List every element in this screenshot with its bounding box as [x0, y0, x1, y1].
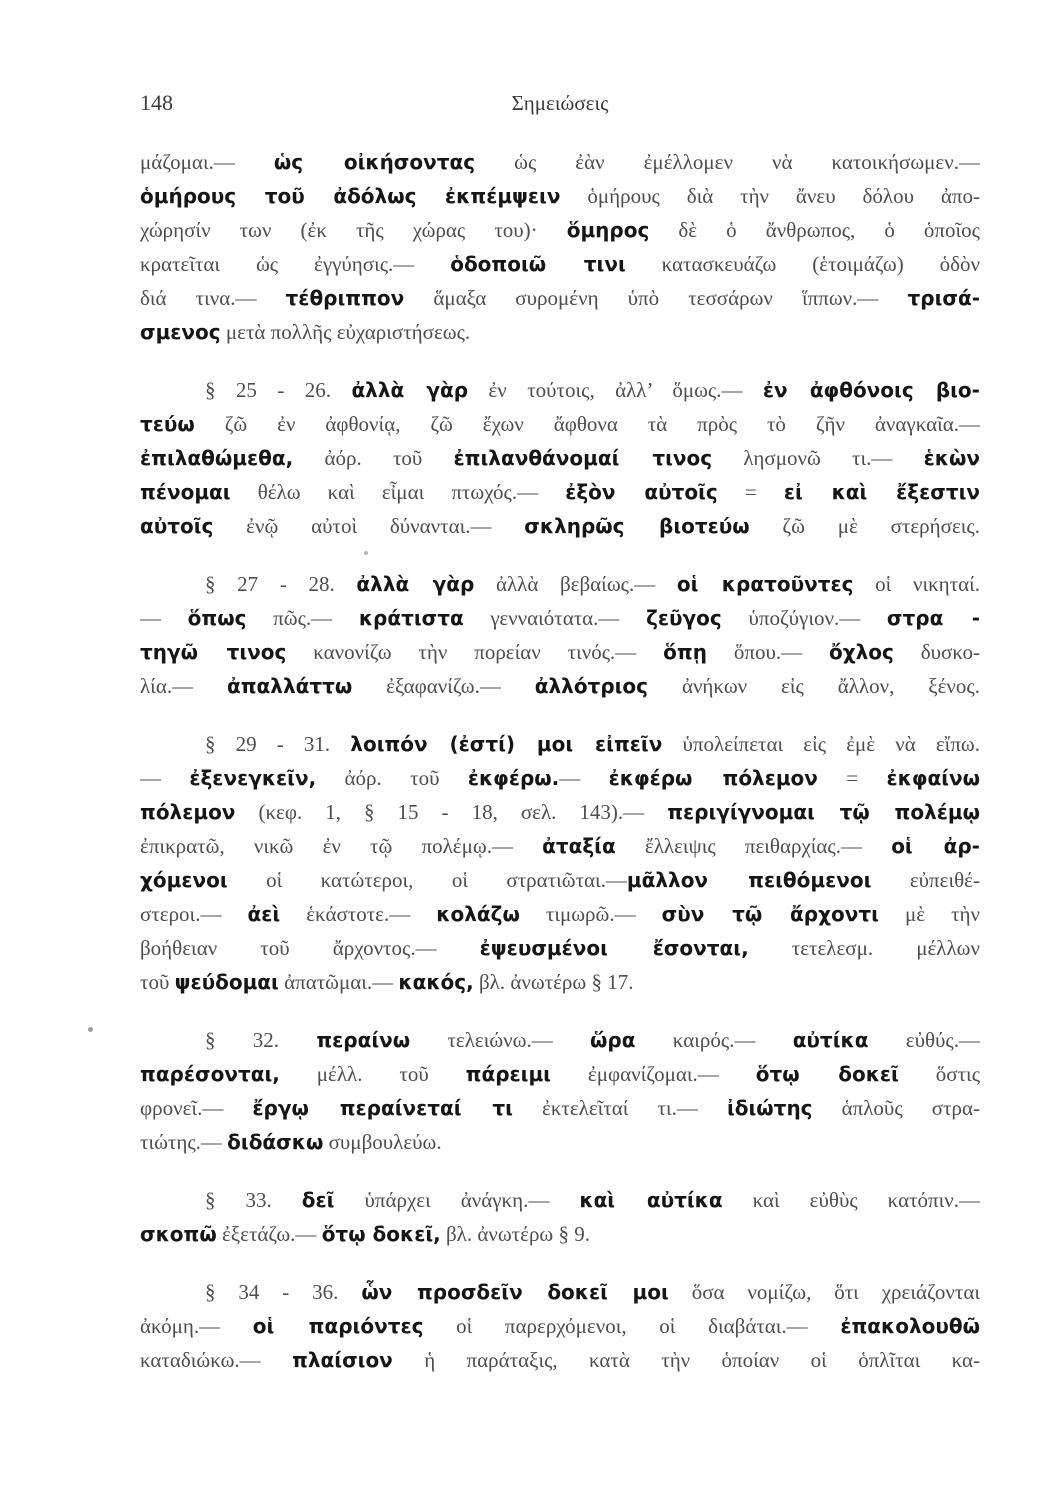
gloss-text: ὡς ἐὰν ἐμέλλομεν νὰ κατοικήσωμεν.— — [475, 150, 980, 174]
text-line — [140, 315, 980, 349]
text-line — [140, 1343, 980, 1377]
text-line — [140, 1309, 980, 1343]
gloss-text: λησμονῶ τι.— — [712, 446, 924, 470]
headword: χόμενοι — [140, 868, 228, 892]
headword: αὐτίκα — [792, 1028, 869, 1052]
gloss-text: τετελεσμ. μέλλων — [748, 936, 980, 960]
gloss-text: μὲ τὴν — [878, 902, 980, 926]
gloss-text: ὑποζύγιον.— — [721, 606, 887, 630]
headword: ὥρα — [590, 1028, 636, 1052]
gloss-text: ἀλλὰ βεβαίως.— — [474, 572, 677, 596]
gloss-text: § 27 - 28. — [205, 572, 357, 596]
headword: ὅτῳ δοκεῖ, — [321, 1222, 441, 1246]
gloss-text: — — [140, 606, 188, 630]
gloss-text: = — [717, 480, 784, 504]
headword: πάρειμι — [465, 1062, 551, 1086]
gloss-text: κατασκευάζω (ἑτοιμάζω) ὁδὸν — [625, 252, 980, 276]
headword: ἑκὼν — [923, 446, 980, 470]
headword: ἐκφέρω. — [467, 766, 560, 790]
headword: περαίνω — [316, 1028, 411, 1052]
gloss-text: ὅπου.— — [706, 640, 829, 664]
notes-body — [140, 145, 980, 1377]
headword: τεύω — [140, 412, 195, 436]
gloss-text: διά τινα.— — [140, 286, 286, 310]
headword: σὺν τῷ ἄρχοντι — [661, 902, 879, 926]
text-line — [140, 441, 980, 475]
text-line — [140, 727, 980, 761]
text-line — [140, 1091, 980, 1125]
text-line — [140, 965, 980, 999]
headword: ἀεὶ — [247, 902, 281, 926]
gloss-text: βλ. ἀνωτέρω § 17. — [473, 970, 634, 994]
gloss-text: (κεφ. 1, § 15 - 18, σελ. 143).— — [235, 800, 668, 824]
gloss-text: στεροι.— — [140, 902, 248, 926]
text-line — [140, 1125, 980, 1159]
headword: ἀλλὰ γὰρ — [351, 378, 469, 402]
note-paragraph — [140, 373, 980, 543]
gloss-text: — — [140, 766, 190, 790]
headword: ἐκφαίνω — [886, 766, 981, 790]
gloss-text: τοῦ — [140, 970, 175, 994]
gloss-text: § 32. — [205, 1028, 317, 1052]
gloss-text: ἀπατῶμαι.— — [278, 970, 399, 994]
gloss-text: § 34 - 36. — [205, 1280, 362, 1304]
running-header — [140, 86, 980, 120]
gloss-text: συμβουλεύω. — [323, 1130, 442, 1154]
headword: ἐπιλανθάνομαί τινος — [453, 446, 713, 470]
gloss-text: ὅστις — [898, 1062, 981, 1086]
text-line — [140, 407, 980, 441]
note-paragraph — [140, 567, 980, 703]
headword: ὡς οἰκήσοντας — [273, 150, 476, 174]
headword: αὐτοῖς — [140, 514, 214, 538]
gloss-text: βλ. ἀνωτέρω § 9. — [440, 1222, 590, 1246]
headword: ἀλλὰ γὰρ — [356, 572, 475, 596]
gloss-text: ὑπολείπεται εἰς ἐμὲ νὰ εἴπω. — [662, 732, 981, 756]
gloss-text: ζῶ ἐν ἀφθονίᾳ, ζῶ ἔχων ἄφθονα τὰ πρὸς τὸ ζῆν ἀναγκαῖα.— — [194, 412, 980, 436]
text-line — [140, 475, 980, 509]
page-number: 148 — [140, 90, 173, 115]
text-line — [140, 145, 980, 179]
gloss-text: δυσκο- — [893, 640, 980, 664]
headword: ἀλλότριος — [534, 674, 649, 698]
gloss-text: ἡ παράταξις, κατὰ τὴν ὁποίαν οἱ ὁπλῖται κα- — [392, 1348, 980, 1372]
gloss-text: ἀόρ. τοῦ — [293, 446, 454, 470]
text-line — [140, 567, 980, 601]
headword: ἐπακολουθῶ — [840, 1314, 981, 1338]
gloss-text: § 33. — [205, 1188, 302, 1212]
gloss-text: ἀνήκων εἰς ἄλλον, ξένος. — [648, 674, 980, 698]
headword: τηγῶ τινος — [140, 640, 287, 664]
text-line — [140, 1217, 980, 1251]
gloss-text: — — [559, 766, 609, 790]
gloss-text: βοήθειαν τοῦ ἄρχοντος.— — [140, 936, 480, 960]
gloss-text: μέλλ. τοῦ — [279, 1062, 466, 1086]
text-line — [140, 795, 980, 829]
gloss-text: ἐπικρατῶ, νικῶ ἐν τῷ πολέμῳ.— — [140, 834, 543, 858]
headword: οἱ κρατοῦντες — [676, 572, 854, 596]
gloss-text: ζῶ μὲ στερήσεις. — [749, 514, 980, 538]
gloss-text: ἀόρ. τοῦ — [316, 766, 468, 790]
gloss-text: καιρός.— — [635, 1028, 793, 1052]
headword: εἰ καὶ ἔξεστιν — [783, 480, 980, 504]
gloss-text: ἐνῷ αὐτοὶ δύνανται.— — [213, 514, 525, 538]
headword: ἔργῳ περαίνεταί τι — [252, 1096, 513, 1120]
gloss-text: ἅμαξα συρομένη ὑπὸ τεσσάρων ἵππων.— — [404, 286, 908, 310]
gloss-text: ἐξαφανίζω.— — [352, 674, 535, 698]
text-line — [140, 179, 980, 213]
gloss-text: ἑκάστοτε.— — [280, 902, 437, 926]
gloss-text: = — [817, 766, 887, 790]
headword: πλαίσιον — [292, 1348, 393, 1372]
gloss-text: καὶ εὐθὺς κατόπιν.— — [722, 1188, 981, 1212]
gloss-text: οἱ κατώτεροι, οἱ στρατιῶται.— — [227, 868, 627, 892]
gloss-text: θέλω καὶ εἶμαι πτωχός.— — [230, 480, 566, 504]
headword: σκληρῶς βιοτεύω — [524, 514, 750, 538]
headword: οἱ παριόντες — [252, 1314, 424, 1338]
gloss-text: χώρησίν των (ἐκ τῆς χώρας του)· — [140, 218, 567, 242]
text-line — [140, 1023, 980, 1057]
headword: ὅπῃ — [663, 640, 707, 664]
text-line — [140, 635, 980, 669]
headword: ζεῦγος — [646, 606, 722, 630]
note-paragraph — [140, 145, 980, 349]
headword: ἰδιώτης — [726, 1096, 813, 1120]
headword: ὅμηρος — [566, 218, 650, 242]
note-paragraph — [140, 727, 980, 999]
headword: ἐκφέρω πόλεμον — [608, 766, 818, 790]
text-line — [140, 897, 980, 931]
gloss-text: ἐξετάζω.— — [216, 1222, 322, 1246]
gloss-text: εὐπειθέ- — [871, 868, 980, 892]
headword: ἀπαλλάττω — [227, 674, 353, 698]
headword: πένομαι — [140, 480, 231, 504]
headword: τέθριππον — [285, 286, 405, 310]
headword: σμενος — [140, 320, 221, 344]
gloss-text: ἔλλειψις πειθαρχίας.— — [615, 834, 892, 858]
gloss-text: ἐκτελεῖταί τι.— — [512, 1096, 727, 1120]
headword: ὅτῳ δοκεῖ — [755, 1062, 899, 1086]
text-line — [140, 1057, 980, 1091]
headword: ἐξενεγκεῖν, — [189, 766, 317, 790]
headword: κακός, — [398, 970, 474, 994]
headword: ὁμήρους τοῦ ἀδόλως ἐκπέμψειν — [140, 184, 561, 208]
gloss-text: μετὰ πολλῆς εὐχαριστήσεως. — [220, 320, 471, 344]
gloss-text: οἱ παρερχόμενοι, οἱ διαβάται.— — [423, 1314, 841, 1338]
headword: ὄχλος — [828, 640, 894, 664]
headword: τρισά- — [907, 286, 980, 310]
text-line — [140, 761, 980, 795]
text-line — [140, 863, 980, 897]
gloss-text: τελειώνω.— — [410, 1028, 591, 1052]
text-line — [140, 509, 980, 543]
scan-speck — [88, 1027, 93, 1032]
headword: περιγίγνομαι τῷ πολέμῳ — [667, 800, 980, 824]
gloss-text: ὅσα νομίζω, ὅτι χρειάζονται — [668, 1280, 980, 1304]
headword: διδάσκω — [227, 1130, 324, 1154]
text-line — [140, 669, 980, 703]
text-line — [140, 601, 980, 635]
text-line — [140, 829, 980, 863]
note-paragraph — [140, 1023, 980, 1159]
gloss-text: ἁπλοῦς στρα- — [812, 1096, 980, 1120]
gloss-text: μάζομαι.— — [140, 150, 274, 174]
gloss-text: § 25 - 26. — [205, 378, 352, 402]
text-line — [140, 931, 980, 965]
gloss-text: ἀκόμη.— — [140, 1314, 253, 1338]
headword: παρέσονται, — [140, 1062, 280, 1086]
gloss-text: ἐν τούτοις, ἀλλ’ ὅμως.— — [468, 378, 763, 402]
headword: κράτιστα — [358, 606, 464, 630]
headword: λοιπόν (ἐστί) μοι εἰπεῖν — [350, 732, 663, 756]
headword: σκοπῶ — [140, 1222, 217, 1246]
headword: ἐξὸν αὐτοῖς — [565, 480, 718, 504]
text-line — [140, 247, 980, 281]
gloss-text: δὲ ὁ ἄνθρωπος, ὁ ὁποῖος — [649, 218, 980, 242]
text-line — [140, 213, 980, 247]
gloss-text: πῶς.— — [246, 606, 359, 630]
gloss-text: καταδιώκω.— — [140, 1348, 293, 1372]
text-line — [140, 1275, 980, 1309]
gloss-text: ἐμφανίζομαι.— — [550, 1062, 756, 1086]
headword: ὅπως — [187, 606, 247, 630]
headword: ὁδοποιῶ τινι — [450, 252, 626, 276]
headword: ἐψευσμένοι ἔσονται, — [479, 936, 749, 960]
gloss-text: κανονίζω τὴν πορείαν τινός.— — [286, 640, 664, 664]
gloss-text: οἱ νικηταί. — [853, 572, 981, 596]
headword: στρα - — [886, 606, 980, 630]
headword: μᾶλλον πειθόμενοι — [626, 868, 872, 892]
headword: κολάζω — [436, 902, 520, 926]
text-line — [140, 281, 980, 315]
headword: ἐν ἀφθόνοις βιο- — [762, 378, 980, 402]
text-line — [140, 373, 980, 407]
headword: καὶ αὐτίκα — [579, 1188, 723, 1212]
gloss-text: εὐθύς.— — [868, 1028, 980, 1052]
text-line — [140, 1183, 980, 1217]
gloss-text: ὁμήρους διὰ τὴν ἄνευ δόλου ἀπο- — [560, 184, 980, 208]
note-paragraph — [140, 1275, 980, 1377]
headword: ψεύδομαι — [174, 970, 279, 994]
gloss-text: τιώτης.— — [140, 1130, 228, 1154]
running-title: Σημειώσεις — [511, 91, 609, 115]
headword: πόλεμον — [140, 800, 236, 824]
headword: ἐπιλαθώμεθα, — [140, 446, 294, 470]
gloss-text: τιμωρῶ.— — [519, 902, 662, 926]
scan-speck — [364, 551, 368, 555]
gloss-text: § 29 - 31. — [205, 732, 351, 756]
headword: ὧν προσδεῖν δοκεῖ μοι — [361, 1280, 669, 1304]
gloss-text: ὑπάρχει ἀνάγκη.— — [334, 1188, 580, 1212]
note-paragraph — [140, 1183, 980, 1251]
headword: δεῖ — [301, 1188, 335, 1212]
gloss-text: κρατεῖται ὡς ἐγγύησις.— — [140, 252, 451, 276]
headword: ἀταξία — [542, 834, 616, 858]
gloss-text: φρονεῖ.— — [140, 1096, 253, 1120]
headword: οἱ ἀρ- — [891, 834, 980, 858]
gloss-text: λία.— — [140, 674, 227, 698]
gloss-text: γενναιότατα.— — [463, 606, 647, 630]
